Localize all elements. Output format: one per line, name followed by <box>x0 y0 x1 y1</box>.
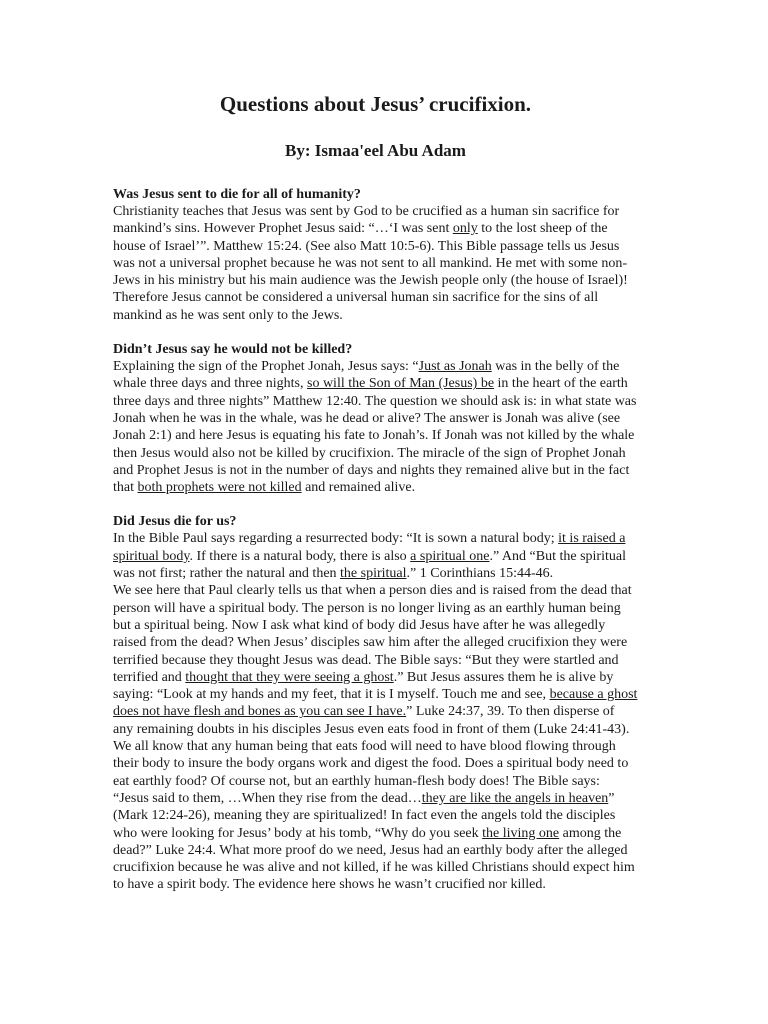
paragraph <box>113 203 638 324</box>
section-heading: Didn’t Jesus say he would not be killed? <box>113 342 353 358</box>
text-run: was in the belly of the whale three days and three nights, <box>113 359 620 392</box>
document-author: By: Ismaa'eel Abu Adam <box>285 141 466 160</box>
text-run: ” (Mark 12:24-26), meaning they are spiritualized! In fact even the angels told the disciples who were looking for Jesus’ body at his tomb, “Why do you seek <box>113 790 616 841</box>
document-title: Questions about Jesus’ crucifixion. <box>219 92 532 116</box>
underlined-text: so will the Son of Man (Jesus) be <box>307 376 495 392</box>
underlined-text: it is raised a spiritual body <box>113 531 626 564</box>
paragraph <box>113 530 638 582</box>
underlined-text: the spiritual <box>340 566 407 582</box>
section <box>113 341 638 496</box>
underlined-text: because a ghost does not have flesh and bones as you can see I have. <box>113 687 638 720</box>
text-run: ” Luke 24:37, 39. To then disperse of any remaining doubts in his disciples Jesus even eats food in front of them (Luke 24:41-43). We all know that any human being that eats food will need to have blood flowing through their body to insure the body organs work and digest the food. Does a spiritual body need to eat earthly food? Of course not, but an earthly human-flesh body does! The Bible says: “Jesus said to them, …When they rise from the dead… <box>113 704 630 806</box>
text-run: Christianity teaches that Jesus was sent by God to be crucified as a human sin sacrifice for mankind’s sins. However Prophet Jesus said: “…‘I was sent <box>113 204 620 237</box>
underlined-text: the living one <box>482 825 560 841</box>
underlined-text: thought that they were seeing a ghost <box>185 669 394 685</box>
paragraph <box>113 582 638 893</box>
text-run: We see here that Paul clearly tells us that when a person dies and is raised from the dead that person will have a spiritual body. The person is no longer living as an earthly human being but a spiritual being. Now I ask what kind of body did Jesus have after he was allegedly raised from the dead? When Jesus’ disciples saw him after the alleged crucifixion they were terrified because they thought Jesus was dead. The Bible says: “But they were startled and terrified and <box>113 583 632 685</box>
section <box>113 186 638 324</box>
text-run: and remained alive. <box>301 480 416 496</box>
text-run: Explaining the sign of the Prophet Jonah, Jesus says: “ <box>113 359 419 375</box>
text-run: In the Bible Paul says regarding a resurrected body: “It is sown a natural body; <box>113 531 559 547</box>
underlined-text: only <box>452 221 478 237</box>
section-heading: Was Jesus sent to die for all of humanity? <box>113 187 361 202</box>
text-run: .” 1 Corinthians 15:44-46. <box>406 566 554 582</box>
text-run: among the dead?” Luke 24:4. What more proof do we need, Jesus had an earthly body after the alleged crucifixion because he was alive and not killed, if he was killed Christians should expect him to have a spirit body. The evidence here shows he wasn’t crucified nor killed. <box>113 825 635 893</box>
text-run: in the heart of the earth three days and three nights” Matthew 12:40. The question we should ask is: in what state was Jonah when he was in the whale, was he dead or alive? The answer is Jonah was alive (see Jonah 2:1) and here Jesus is equating his fate to Jonah’s. If Jonah was not killed by the whale then Jesus would also not be killed by crucifixion. The miracle of the sign of Prophet Jonah and Prophet Jesus is not in the number of days and nights they remained alive but in the fact that <box>113 376 637 496</box>
underlined-text: both prophets were not killed <box>137 480 302 496</box>
text-run: .” And “But the spiritual was not first; rather the natural and then <box>113 548 626 582</box>
underlined-text: Just as Jonah <box>418 359 492 375</box>
document-body <box>113 186 638 894</box>
text-run: .” But Jesus assures them he is alive by saying: “Look at my hands and my feet, that it is I myself. Touch me and see, <box>113 669 614 703</box>
underlined-text: a spiritual one <box>410 548 490 564</box>
paragraph <box>113 358 638 496</box>
section-heading: Did Jesus die for us? <box>113 514 237 530</box>
underlined-text: they are like the angels in heaven <box>421 790 609 806</box>
text-run: . If there is a natural body, there is also <box>189 548 411 564</box>
section <box>113 513 638 893</box>
text-run: to the lost sheep of the house of Israel’”. Matthew 15:24. (See also Matt 10:5-6). This Bible passage tells us Jesus was not a universal prophet because he was not sent to all mankind. He met with some non-Jews in his ministry but his main audience was the Jewish people only (the house of Israel)! Therefore Jesus cannot be considered a universal human sin sacrifice for the sins of all mankind as he was sent only to the Jews. <box>113 221 628 323</box>
